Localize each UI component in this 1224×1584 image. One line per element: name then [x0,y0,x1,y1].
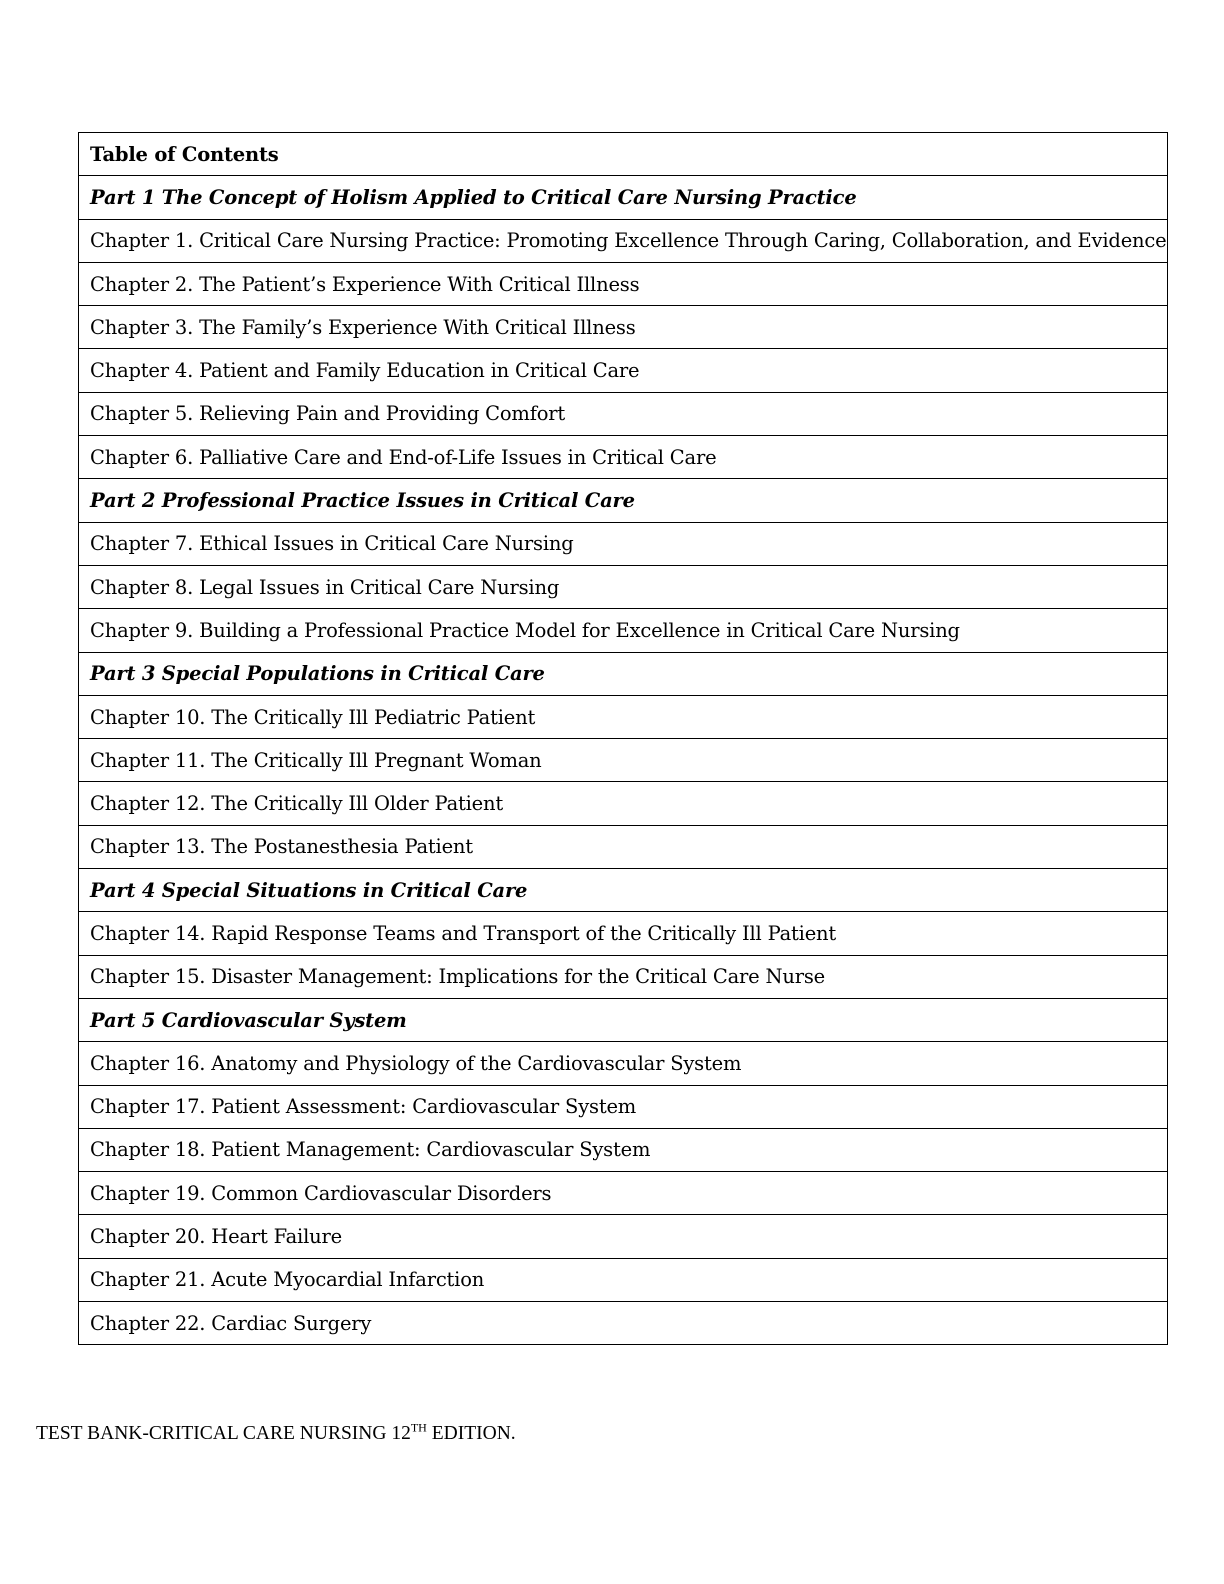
toc-part-row [79,652,1168,695]
chapter-entry: Chapter 20. Heart Failure [79,1215,1168,1258]
toc-chapter-row [79,1258,1168,1301]
chapter-entry: Chapter 14. Rapid Response Teams and Transport of the Critically Ill Patient [79,912,1168,955]
chapter-entry: Chapter 8. Legal Issues in Critical Care Nursing [79,565,1168,608]
chapter-entry: Chapter 11. The Critically Ill Pregnant Woman [79,739,1168,782]
toc-chapter-row [79,739,1168,782]
toc-chapter-row [79,695,1168,738]
chapter-entry: Chapter 21. Acute Myocardial Infarction [79,1258,1168,1301]
chapter-entry: Chapter 7. Ethical Issues in Critical Care Nursing [79,522,1168,565]
footer-superscript: TH [410,1420,427,1435]
toc-part-row [79,176,1168,219]
chapter-entry: Chapter 1. Critical Care Nursing Practice: Promoting Excellence Through Caring, Collaboration, and Evidence [79,219,1168,262]
chapter-entry: Chapter 16. Anatomy and Physiology of the Cardiovascular System [79,1042,1168,1085]
toc-chapter-row [79,825,1168,868]
toc-chapter-row [79,349,1168,392]
toc-chapter-row [79,1172,1168,1215]
toc-chapter-row [79,955,1168,998]
chapter-entry: Chapter 15. Disaster Management: Implications for the Critical Care Nurse [79,955,1168,998]
chapter-entry: Chapter 6. Palliative Care and End-of-Life Issues in Critical Care [79,436,1168,479]
part-heading: Part 1 The Concept of Holism Applied to Critical Care Nursing Practice [79,176,1168,219]
toc-chapter-row [79,522,1168,565]
footer-note [36,1420,516,1445]
part-heading: Part 2 Professional Practice Issues in Critical Care [79,479,1168,522]
toc-header-row [79,133,1168,176]
toc-chapter-row [79,609,1168,652]
toc-chapter-row [79,306,1168,349]
footer-suffix: EDITION. [426,1423,516,1444]
part-heading: Part 3 Special Populations in Critical Care [79,652,1168,695]
chapter-entry: Chapter 3. The Family’s Experience With Critical Illness [79,306,1168,349]
toc-chapter-row [79,219,1168,262]
toc-title: Table of Contents [79,133,1168,176]
table-of-contents [78,132,1168,1345]
chapter-entry: Chapter 18. Patient Management: Cardiovascular System [79,1128,1168,1171]
toc-chapter-row [79,912,1168,955]
toc-part-row [79,479,1168,522]
chapter-entry: Chapter 19. Common Cardiovascular Disorders [79,1172,1168,1215]
footer-prefix: TEST BANK-CRITICAL CARE NURSING 12 [36,1423,411,1444]
toc-chapter-row [79,1128,1168,1171]
toc-part-row [79,998,1168,1041]
toc-chapter-row [79,262,1168,305]
chapter-entry: Chapter 9. Building a Professional Practice Model for Excellence in Critical Care Nursing [79,609,1168,652]
part-heading: Part 4 Special Situations in Critical Care [79,869,1168,912]
chapter-entry: Chapter 5. Relieving Pain and Providing Comfort [79,392,1168,435]
toc-chapter-row [79,1215,1168,1258]
chapter-entry: Chapter 13. The Postanesthesia Patient [79,825,1168,868]
chapter-entry: Chapter 12. The Critically Ill Older Patient [79,782,1168,825]
toc-body [79,133,1168,1345]
chapter-entry: Chapter 2. The Patient’s Experience With Critical Illness [79,262,1168,305]
chapter-entry: Chapter 10. The Critically Ill Pediatric Patient [79,695,1168,738]
chapter-entry: Chapter 4. Patient and Family Education in Critical Care [79,349,1168,392]
toc-chapter-row [79,392,1168,435]
toc-chapter-row [79,1302,1168,1345]
toc-chapter-row [79,565,1168,608]
chapter-entry: Chapter 17. Patient Assessment: Cardiovascular System [79,1085,1168,1128]
chapter-entry: Chapter 22. Cardiac Surgery [79,1302,1168,1345]
toc-chapter-row [79,1085,1168,1128]
toc-chapter-row [79,436,1168,479]
toc-chapter-row [79,782,1168,825]
toc-part-row [79,869,1168,912]
toc-chapter-row [79,1042,1168,1085]
part-heading: Part 5 Cardiovascular System [79,998,1168,1041]
